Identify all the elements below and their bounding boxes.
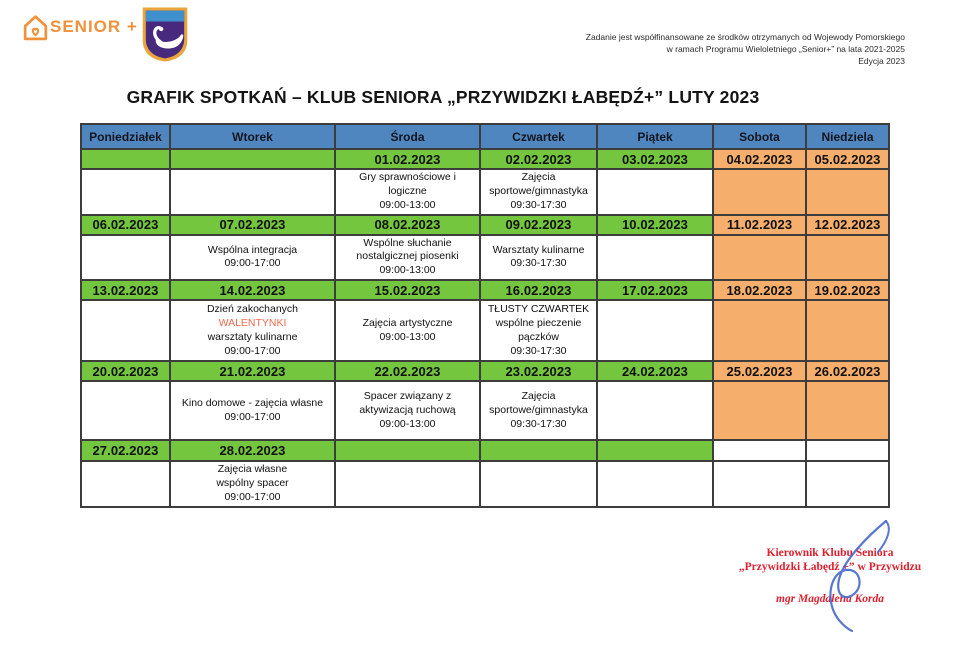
signature-title-line: „Przywidzki Łabędź +” w Przywidzu: [738, 560, 922, 573]
activity-cell: [81, 235, 170, 281]
date-cell: 23.02.2023: [480, 361, 597, 381]
empty-region: [806, 461, 889, 507]
activity-cell: [480, 381, 597, 440]
signature-name: mgr Magdalena Korda: [776, 593, 884, 605]
date-cell: 25.02.2023: [713, 361, 806, 381]
activity-line: WALENTYNKI: [218, 316, 287, 329]
date-cell: [480, 440, 597, 461]
day-header-środa: Środa: [335, 124, 480, 149]
activity-cell: [335, 300, 480, 361]
activity-cell: [81, 381, 170, 440]
date-cell: 26.02.2023: [806, 361, 889, 381]
activity-line: 09:00-17:00: [224, 410, 281, 423]
activity-cell: [713, 169, 806, 215]
activity-line: 09:00-17:00: [224, 257, 281, 270]
date-cell: 16.02.2023: [480, 280, 597, 300]
activity-cell: [597, 300, 713, 361]
funding-line: w ramach Programu Wieloletniego „Senior+” na lata 2021-2025: [666, 44, 905, 54]
activity-line: 09:00-17:00: [224, 490, 281, 503]
date-cell: 24.02.2023: [597, 361, 713, 381]
activity-line: 09:30-17:30: [510, 344, 567, 357]
day-header-sobota: Sobota: [713, 124, 806, 149]
activity-cell: [597, 381, 713, 440]
activity-line: Gry sprawnościowe i: [359, 171, 456, 183]
day-header-poniedziałek: Poniedziałek: [81, 124, 170, 149]
swan-crest-icon: [141, 6, 189, 63]
date-cell: 07.02.2023: [170, 215, 335, 235]
activity-cell: [81, 461, 170, 507]
activities-row: [81, 461, 889, 507]
activity-cell: [335, 235, 480, 281]
date-cell: [597, 440, 713, 461]
date-cell: 18.02.2023: [713, 280, 806, 300]
activity-line: logiczne: [388, 184, 427, 197]
activity-line: warsztaty kulinarne: [207, 330, 298, 343]
date-cell: 17.02.2023: [597, 280, 713, 300]
date-cell: 09.02.2023: [480, 215, 597, 235]
activity-line: 09:00-13:00: [379, 330, 436, 343]
date-cell: 27.02.2023: [81, 440, 170, 461]
senior-plus-logo-text: SENIOR +: [50, 17, 138, 36]
date-cell: 28.02.2023: [170, 440, 335, 461]
activities-row: [81, 300, 889, 361]
date-cell: [81, 149, 170, 169]
dates-row: [81, 215, 889, 235]
funding-line: Edycja 2023: [858, 56, 905, 66]
empty-region: [713, 440, 806, 461]
dates-row: [81, 149, 889, 169]
activity-line: 09:30-17:30: [510, 198, 567, 211]
date-cell: 06.02.2023: [81, 215, 170, 235]
activity-cell: [335, 169, 480, 215]
activity-cell: [335, 381, 480, 440]
date-cell: 01.02.2023: [335, 149, 480, 169]
activity-cell: [480, 235, 597, 281]
activity-line: sportowe/gimnastyka: [489, 184, 588, 197]
empty-region: [713, 461, 806, 507]
date-cell: 02.02.2023: [480, 149, 597, 169]
activity-cell: [597, 235, 713, 281]
funding-note: [586, 31, 905, 67]
activity-cell: [480, 169, 597, 215]
dates-row: [81, 280, 889, 300]
activity-line: sportowe/gimnastyka: [489, 403, 588, 416]
activity-line: Wspólna integracja: [207, 243, 298, 256]
activities-row: [81, 381, 889, 440]
activity-cell: [806, 300, 889, 361]
date-cell: 20.02.2023: [81, 361, 170, 381]
activities-row: [81, 235, 889, 281]
activity-cell: [597, 169, 713, 215]
activity-line: aktywizacją ruchową: [359, 403, 456, 416]
dates-row: [81, 361, 889, 381]
activities-row: [81, 169, 889, 215]
date-cell: 22.02.2023: [335, 361, 480, 381]
day-header-niedziela: Niedziela: [806, 124, 889, 149]
activity-line: 09:30-17:30: [510, 257, 567, 270]
day-header-czwartek: Czwartek: [480, 124, 597, 149]
activity-line: Dzień zakochanych: [206, 302, 299, 315]
activity-cell: [170, 235, 335, 281]
date-cell: 19.02.2023: [806, 280, 889, 300]
date-cell: 08.02.2023: [335, 215, 480, 235]
activity-line: Warsztaty kulinarne: [492, 243, 585, 256]
date-cell: 04.02.2023: [713, 149, 806, 169]
activity-cell: [170, 169, 335, 215]
activity-cell: [713, 381, 806, 440]
date-cell: [170, 149, 335, 169]
activity-cell: [806, 235, 889, 281]
activity-cell: [713, 235, 806, 281]
date-cell: 14.02.2023: [170, 280, 335, 300]
activity-cell: [806, 169, 889, 215]
activity-line: Spacer związany z: [363, 389, 452, 402]
activity-line: TŁUSTY CZWARTEK: [487, 302, 590, 315]
activity-line: 09:00-17:00: [224, 344, 281, 357]
date-cell: 15.02.2023: [335, 280, 480, 300]
date-cell: 12.02.2023: [806, 215, 889, 235]
date-cell: 13.02.2023: [81, 280, 170, 300]
date-cell: 21.02.2023: [170, 361, 335, 381]
activity-line: Zajęcia: [521, 389, 556, 402]
activity-line: 09:00-13:00: [379, 198, 436, 211]
activity-cell: [480, 461, 597, 507]
signature-block: [710, 547, 950, 607]
activity-cell: [480, 300, 597, 361]
schedule-table: [80, 123, 890, 508]
activity-cell: [170, 300, 335, 361]
date-cell: 05.02.2023: [806, 149, 889, 169]
page-title: GRAFIK SPOTKAŃ – KLUB SENIORA „PRZYWIDZKI ŁABĘDŹ+” LUTY 2023: [126, 87, 760, 107]
activity-line: Zajęcia: [521, 171, 556, 183]
activity-cell: [170, 381, 335, 440]
activity-cell: [713, 300, 806, 361]
activity-cell: [806, 381, 889, 440]
activity-cell: [170, 461, 335, 507]
activity-cell: [335, 461, 480, 507]
house-heart-icon: [20, 12, 51, 43]
funding-line: Zadanie jest współfinansowane ze środków otrzymanych od Wojewody Pomorskiego: [585, 32, 905, 42]
activity-line: nostalgicznej piosenki: [356, 250, 459, 263]
activity-line: 09:30-17:30: [510, 417, 567, 430]
activity-line: Zajęcia własne: [217, 463, 288, 476]
activity-line: wspólne pieczenie: [495, 316, 582, 329]
signature-title-line: Kierownik Klubu Seniora: [766, 547, 894, 559]
date-cell: [335, 440, 480, 461]
day-header-piątek: Piątek: [597, 124, 713, 149]
activity-cell: [81, 300, 170, 361]
day-header-row: [81, 124, 889, 149]
empty-region: [806, 440, 889, 461]
activity-line: pączków: [518, 330, 559, 343]
activity-line: Wspólne słuchanie: [363, 236, 452, 249]
activity-cell: [81, 169, 170, 215]
date-cell: 10.02.2023: [597, 215, 713, 235]
date-cell: 03.02.2023: [597, 149, 713, 169]
activity-line: Kino domowe - zajęcia własne: [181, 396, 324, 409]
date-cell: 11.02.2023: [713, 215, 806, 235]
activity-line: Zajęcia artystyczne: [362, 316, 453, 329]
activity-line: 09:00-13:00: [379, 264, 436, 277]
day-header-wtorek: Wtorek: [170, 124, 335, 149]
activity-line: 09:00-13:00: [379, 417, 436, 430]
dates-row: [81, 440, 889, 461]
activity-line: wspólny spacer: [216, 477, 289, 490]
activity-cell: [597, 461, 713, 507]
